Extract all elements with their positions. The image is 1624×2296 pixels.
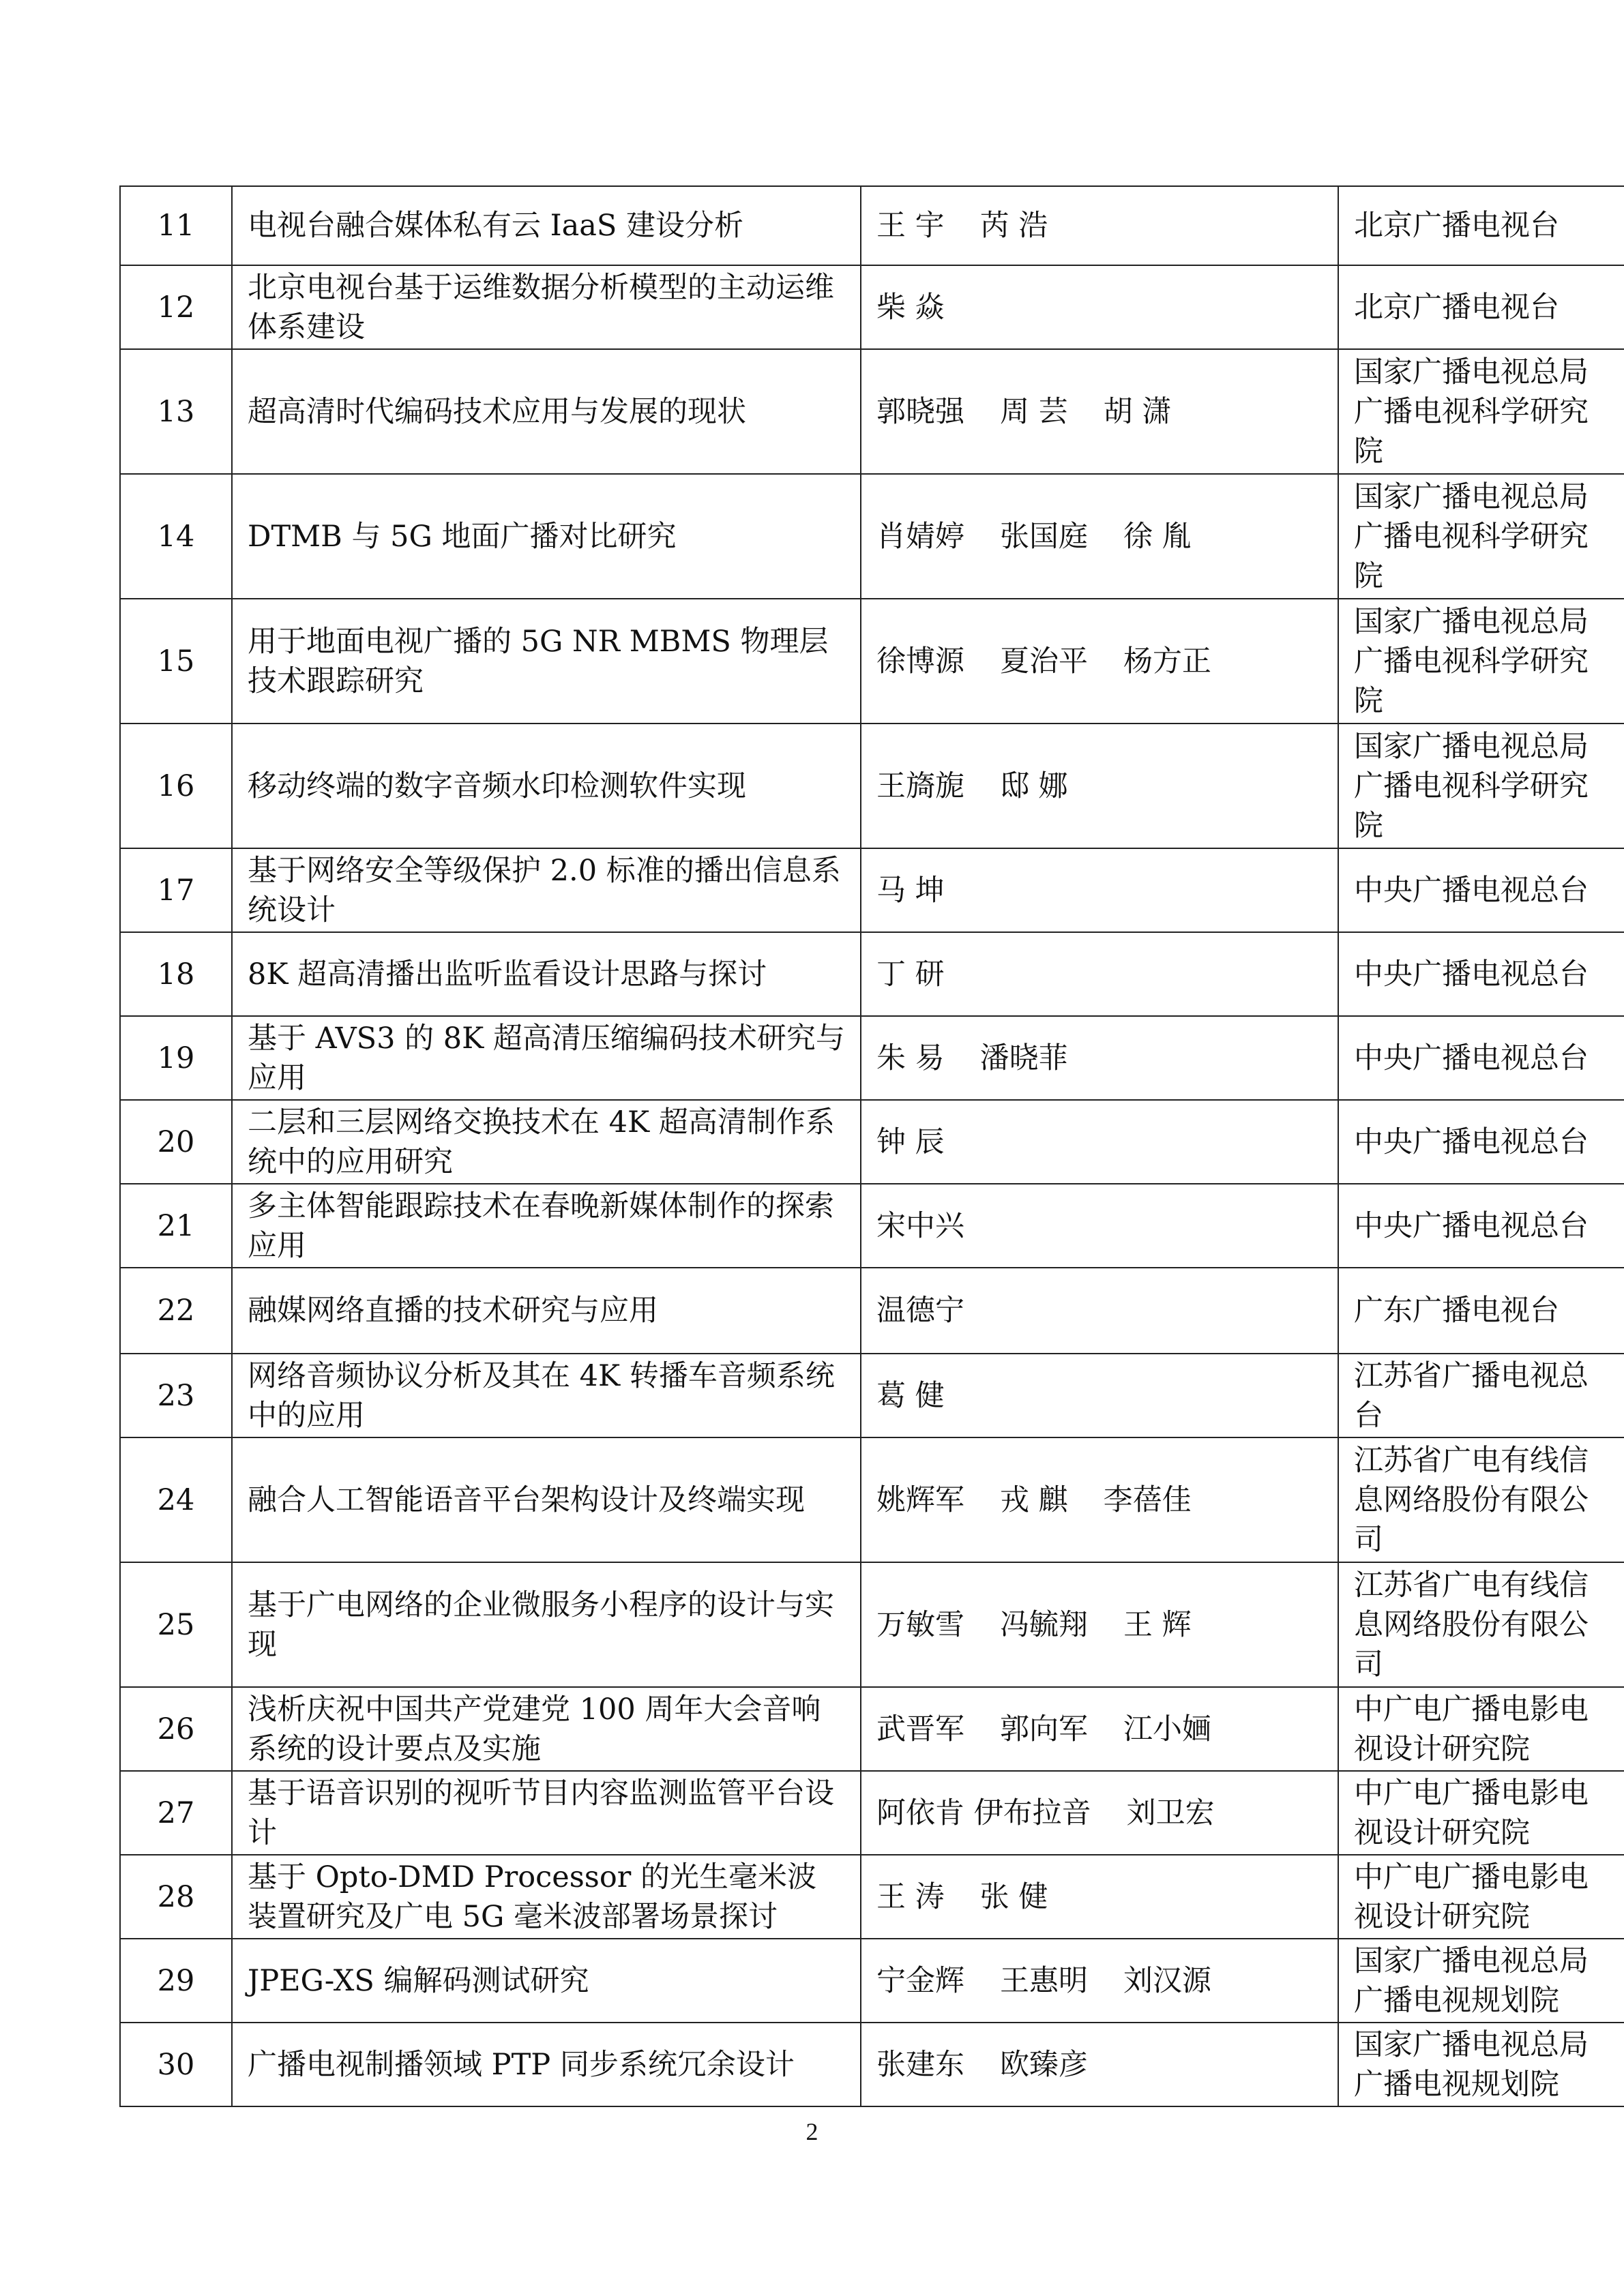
author-name: 邸 娜: [1000, 769, 1068, 803]
author-name: 张建东: [876, 2047, 964, 2082]
table-row: [120, 1184, 1624, 1268]
author-name: 武晋军: [876, 1712, 964, 1746]
row-number: 20: [120, 1100, 232, 1184]
authors-cell: [861, 186, 1338, 265]
author-name: 宋中兴: [876, 1208, 964, 1243]
author-list: [876, 642, 1323, 681]
author-list: [876, 288, 1323, 327]
authors-cell: [861, 724, 1338, 848]
author-name: 肖婧婷: [876, 519, 964, 554]
table-row: [120, 265, 1624, 349]
author-name: 戎 麒: [1000, 1482, 1068, 1517]
paper-title: 浅析庆祝中国共产党建党 100 周年大会音响系统的设计要点及实施: [232, 1687, 861, 1771]
paper-title: 融合人工智能语音平台架构设计及终端实现: [232, 1437, 861, 1562]
paper-title: 基于 Opto-DMD Processor 的光生毫米波装置研究及广电 5G 毫米波部署场景探讨: [232, 1855, 861, 1939]
authors-cell: [861, 1939, 1338, 2023]
authors-cell: [861, 349, 1338, 474]
table-row: [120, 474, 1624, 599]
paper-list-table: [119, 185, 1624, 2107]
author-name: 刘卫宏: [1126, 1795, 1215, 1830]
author-name: 王惠明: [1000, 1963, 1088, 1998]
table-row: [120, 932, 1624, 1016]
row-number: 19: [120, 1016, 232, 1100]
author-list: [876, 1793, 1323, 1833]
paper-title: 电视台融合媒体私有云 IaaS 建设分析: [232, 186, 861, 265]
author-list: [876, 1291, 1323, 1330]
author-list: [876, 1039, 1323, 1078]
table-row: [120, 1100, 1624, 1184]
paper-title: 广播电视制播领域 PTP 同步系统冗余设计: [232, 2023, 861, 2106]
author-list: [876, 1122, 1323, 1162]
organization: 国家广播电视总局广播电视科学研究院: [1338, 349, 1624, 474]
author-list: [876, 517, 1323, 556]
author-name: 葛 健: [876, 1378, 945, 1413]
organization: 中央广播电视总台: [1338, 1100, 1624, 1184]
row-number: 17: [120, 848, 232, 932]
author-name: 刘汉源: [1123, 1963, 1211, 1998]
paper-title: 超高清时代编码技术应用与发展的现状: [232, 349, 861, 474]
author-list: [876, 1961, 1323, 2001]
table-row: [120, 1771, 1624, 1855]
table-row: [120, 848, 1624, 932]
row-number: 12: [120, 265, 232, 349]
author-name: 郭晓强: [876, 394, 964, 429]
author-name: 阿依肯 伊布拉音: [876, 1795, 1091, 1830]
table-row: [120, 349, 1624, 474]
authors-cell: [861, 1184, 1338, 1268]
row-number: 24: [120, 1437, 232, 1562]
author-list: [876, 1206, 1323, 1246]
authors-cell: [861, 1437, 1338, 1562]
authors-cell: [861, 1855, 1338, 1939]
organization: 中央广播电视总台: [1338, 1016, 1624, 1100]
row-number: 13: [120, 349, 232, 474]
authors-cell: [861, 932, 1338, 1016]
author-name: 宁金辉: [876, 1963, 964, 1998]
authors-cell: [861, 1771, 1338, 1855]
row-number: 14: [120, 474, 232, 599]
paper-title: 北京电视台基于运维数据分析模型的主动运维体系建设: [232, 265, 861, 349]
author-list: [876, 766, 1323, 806]
author-name: 徐博源: [876, 644, 964, 679]
paper-title: 8K 超高清播出监听监看设计思路与探讨: [232, 932, 861, 1016]
row-number: 28: [120, 1855, 232, 1939]
author-list: [876, 2045, 1323, 2085]
table-body: [120, 186, 1624, 2106]
organization: 江苏省广电有线信息网络股份有限公司: [1338, 1437, 1624, 1562]
author-list: [876, 955, 1323, 994]
author-name: 张 健: [979, 1879, 1048, 1914]
author-name: 王 涛: [876, 1879, 945, 1914]
row-number: 11: [120, 186, 232, 265]
authors-cell: [861, 1562, 1338, 1687]
table-row: [120, 1687, 1624, 1771]
paper-title: 移动终端的数字音频水印检测软件实现: [232, 724, 861, 848]
table-row: [120, 1939, 1624, 2023]
row-number: 29: [120, 1939, 232, 2023]
table-row: [120, 724, 1624, 848]
paper-title: 基于语音识别的视听节目内容监测监管平台设计: [232, 1771, 861, 1855]
row-number: 23: [120, 1354, 232, 1437]
author-name: 胡 潇: [1103, 394, 1172, 429]
row-number: 27: [120, 1771, 232, 1855]
author-name: 杨方正: [1123, 644, 1211, 679]
authors-cell: [861, 265, 1338, 349]
row-number: 15: [120, 599, 232, 724]
author-list: [876, 1877, 1323, 1917]
paper-title: 基于网络安全等级保护 2.0 标准的播出信息系统设计: [232, 848, 861, 932]
author-list: [876, 871, 1323, 910]
table-row: [120, 1855, 1624, 1939]
author-name: 姚辉军: [876, 1482, 964, 1517]
table-row: [120, 599, 1624, 724]
organization: 中广电广播电影电视设计研究院: [1338, 1771, 1624, 1855]
row-number: 18: [120, 932, 232, 1016]
table-row: [120, 2023, 1624, 2106]
author-name: 夏治平: [1000, 644, 1088, 679]
organization: 国家广播电视总局广播电视规划院: [1338, 2023, 1624, 2106]
authors-cell: [861, 1354, 1338, 1437]
row-number: 25: [120, 1562, 232, 1687]
organization: 中广电广播电影电视设计研究院: [1338, 1687, 1624, 1771]
author-list: [876, 1605, 1323, 1645]
organization: 中央广播电视总台: [1338, 1184, 1624, 1268]
paper-title: 二层和三层网络交换技术在 4K 超高清制作系统中的应用研究: [232, 1100, 861, 1184]
author-name: 李蓓佳: [1103, 1482, 1192, 1517]
organization: 国家广播电视总局广播电视规划院: [1338, 1939, 1624, 2023]
authors-cell: [861, 1687, 1338, 1771]
organization: 北京广播电视台: [1338, 265, 1624, 349]
author-name: 王 宇: [876, 209, 945, 243]
organization: 中央广播电视总台: [1338, 848, 1624, 932]
page-number: 2: [806, 2118, 818, 2145]
author-name: 温德宁: [876, 1294, 964, 1328]
row-number: 26: [120, 1687, 232, 1771]
table-row: [120, 1016, 1624, 1100]
author-name: 欧臻彦: [1000, 2047, 1088, 2082]
author-list: [876, 1710, 1323, 1749]
author-list: [876, 1376, 1323, 1416]
author-name: 朱 易: [876, 1041, 945, 1075]
organization: 国家广播电视总局广播电视科学研究院: [1338, 724, 1624, 848]
authors-cell: [861, 599, 1338, 724]
organization: 中央广播电视总台: [1338, 932, 1624, 1016]
author-name: 郭向军: [1000, 1712, 1088, 1746]
paper-title: JPEG-XS 编解码测试研究: [232, 1939, 861, 2023]
author-name: 王 辉: [1123, 1607, 1192, 1642]
author-name: 王旖旎: [876, 769, 964, 803]
author-name: 芮 浩: [979, 209, 1048, 243]
author-name: 钟 辰: [876, 1124, 945, 1159]
paper-title: 用于地面电视广播的 5G NR MBMS 物理层技术跟踪研究: [232, 599, 861, 724]
organization: 北京广播电视台: [1338, 186, 1624, 265]
authors-cell: [861, 1100, 1338, 1184]
authors-cell: [861, 1016, 1338, 1100]
author-name: 江小婳: [1123, 1712, 1211, 1746]
table-row: [120, 1437, 1624, 1562]
organization: 江苏省广电有线信息网络股份有限公司: [1338, 1562, 1624, 1687]
row-number: 22: [120, 1268, 232, 1354]
author-name: 冯毓翔: [1000, 1607, 1088, 1642]
authors-cell: [861, 2023, 1338, 2106]
table-row: [120, 1268, 1624, 1354]
authors-cell: [861, 1268, 1338, 1354]
table-row: [120, 1562, 1624, 1687]
authors-cell: [861, 848, 1338, 932]
author-list: [876, 1480, 1323, 1520]
table-row: [120, 186, 1624, 265]
author-name: 马 坤: [876, 873, 945, 908]
paper-title: 基于 AVS3 的 8K 超高清压缩编码技术研究与应用: [232, 1016, 861, 1100]
row-number: 30: [120, 2023, 232, 2106]
author-name: 柴 焱: [876, 290, 945, 325]
paper-title: 多主体智能跟踪技术在春晚新媒体制作的探索应用: [232, 1184, 861, 1268]
organization: 广东广播电视台: [1338, 1268, 1624, 1354]
organization: 国家广播电视总局广播电视科学研究院: [1338, 474, 1624, 599]
author-name: 万敏雪: [876, 1607, 964, 1642]
author-name: 徐 胤: [1123, 519, 1192, 554]
row-number: 21: [120, 1184, 232, 1268]
author-name: 潘晓菲: [979, 1041, 1068, 1075]
row-number: 16: [120, 724, 232, 848]
author-name: 丁 研: [876, 957, 945, 992]
author-name: 周 芸: [1000, 394, 1068, 429]
author-list: [876, 392, 1323, 432]
authors-cell: [861, 474, 1338, 599]
paper-title: 融媒网络直播的技术研究与应用: [232, 1268, 861, 1354]
organization: 江苏省广播电视总台: [1338, 1354, 1624, 1437]
paper-title: 基于广电网络的企业微服务小程序的设计与实现: [232, 1562, 861, 1687]
organization: 国家广播电视总局广播电视科学研究院: [1338, 599, 1624, 724]
author-name: 张国庭: [1000, 519, 1088, 554]
organization: 中广电广播电影电视设计研究院: [1338, 1855, 1624, 1939]
paper-title: DTMB 与 5G 地面广播对比研究: [232, 474, 861, 599]
paper-title: 网络音频协议分析及其在 4K 转播车音频系统中的应用: [232, 1354, 861, 1437]
table-row: [120, 1354, 1624, 1437]
author-list: [876, 206, 1323, 245]
